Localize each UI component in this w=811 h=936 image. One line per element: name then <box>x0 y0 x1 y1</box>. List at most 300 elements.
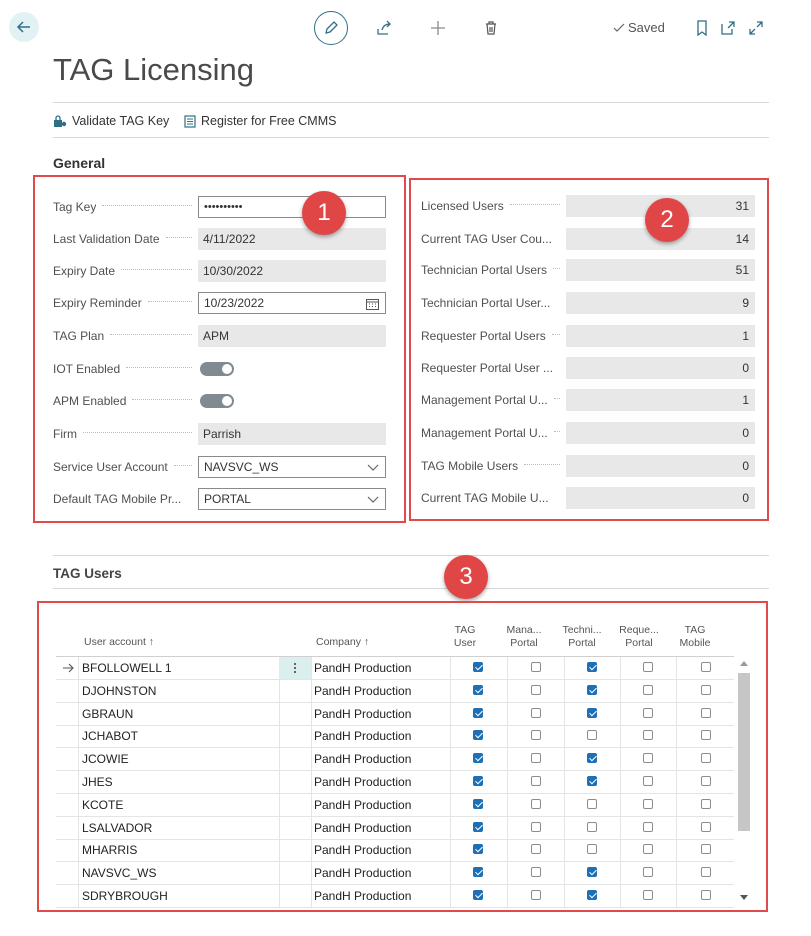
iot-enabled-toggle[interactable] <box>200 362 234 376</box>
column-divider <box>279 771 280 793</box>
column-divider <box>279 862 280 884</box>
field-label: IOT Enabled <box>53 362 121 376</box>
header-line: TAG <box>684 624 706 636</box>
column-divider <box>311 748 312 770</box>
pencil-icon <box>323 20 339 36</box>
expiry-date-value <box>198 260 386 282</box>
field-row <box>53 488 388 510</box>
field-label: Last Validation Date <box>53 232 160 246</box>
table-row[interactable] <box>56 680 734 703</box>
count-value: 31 <box>566 195 755 217</box>
field-label: TAG Mobile Users <box>421 459 519 473</box>
table-row[interactable] <box>56 817 734 840</box>
count-value: 0 <box>566 487 755 509</box>
field-label: Requester Portal Users <box>421 329 546 343</box>
user-account-cell[interactable]: SDRYBROUGH <box>82 889 168 903</box>
field-label: Firm <box>53 427 77 441</box>
trash-icon <box>483 20 499 36</box>
column-divider <box>311 817 312 839</box>
column-divider <box>620 703 621 725</box>
field-row <box>421 389 755 411</box>
field-row <box>421 259 755 281</box>
field-label: Licensed Users <box>421 199 504 213</box>
field-row <box>421 455 755 477</box>
requester-portal-checkbox[interactable] <box>643 822 653 832</box>
technician-portal-checkbox[interactable] <box>587 776 597 786</box>
scroll-down-icon[interactable] <box>740 895 748 900</box>
leader-dots <box>174 463 192 466</box>
service-user-account-select[interactable] <box>198 456 386 478</box>
column-divider <box>564 703 565 725</box>
column-divider <box>507 725 508 747</box>
user-account-cell[interactable]: NAVSVC_WS <box>82 866 157 881</box>
column-divider <box>78 703 79 725</box>
requester-portal-checkbox[interactable] <box>643 685 653 695</box>
field-value-text: Parrish <box>203 427 242 441</box>
column-divider <box>279 703 280 725</box>
user-account-cell[interactable]: BFOLLOWELL 1 <box>82 661 172 675</box>
table-row[interactable] <box>56 657 734 680</box>
column-divider <box>78 680 79 702</box>
field-value-text: 4/11/2022 <box>203 232 256 246</box>
column-divider <box>450 703 451 725</box>
share-button[interactable] <box>370 14 398 42</box>
requester-portal-checkbox[interactable] <box>643 776 653 786</box>
tag-mobile-checkbox[interactable] <box>701 685 711 695</box>
count-value: 1 <box>566 325 755 347</box>
callout-badge-3: 3 <box>444 555 488 599</box>
column-divider <box>279 748 280 770</box>
technician-portal-checkbox[interactable] <box>587 708 597 718</box>
column-divider <box>507 771 508 793</box>
tag-user-checkbox[interactable] <box>473 662 483 672</box>
user-account-cell[interactable]: JCOWIE <box>82 752 129 767</box>
company-cell[interactable]: PandH Production <box>314 866 412 881</box>
leader-dots <box>102 203 192 206</box>
management-portal-checkbox[interactable] <box>531 890 541 900</box>
leader-dots <box>121 267 192 270</box>
field-label: Technician Portal User... <box>421 296 551 310</box>
general-section-title: General <box>53 155 106 171</box>
column-divider <box>78 725 79 747</box>
header-line: Portal <box>625 637 653 649</box>
default-tag-mobile-select[interactable] <box>198 488 386 510</box>
column-divider <box>78 817 79 839</box>
column-divider <box>450 885 451 907</box>
header-line: Mana... <box>506 624 542 636</box>
column-divider <box>620 771 621 793</box>
company-cell[interactable]: PandH Production <box>314 706 412 721</box>
column-divider <box>676 839 677 861</box>
tag-mobile-checkbox[interactable] <box>701 708 711 718</box>
column-divider <box>507 862 508 884</box>
field-value-text: 10/23/2022 <box>204 296 265 310</box>
validate-tag-key-label: Validate TAG Key <box>72 114 170 128</box>
field-label: Management Portal U... <box>421 426 548 440</box>
tag-mobile-checkbox[interactable] <box>701 776 711 786</box>
management-portal-checkbox[interactable] <box>531 730 541 740</box>
column-divider <box>507 839 508 861</box>
column-divider <box>311 885 312 907</box>
count-value: 0 <box>566 455 755 477</box>
management-portal-checkbox[interactable] <box>531 822 541 832</box>
tag-users-section-title: TAG Users <box>53 566 122 581</box>
column-divider <box>620 657 621 679</box>
leader-dots <box>553 266 560 269</box>
field-row <box>421 292 755 314</box>
key-lock-icon <box>53 114 67 128</box>
leader-dots <box>83 430 192 433</box>
column-divider <box>279 839 280 861</box>
tag-user-checkbox[interactable] <box>473 890 483 900</box>
callout-badge-1: 1 <box>302 191 346 235</box>
column-divider <box>78 862 79 884</box>
field-row <box>421 487 755 509</box>
company-cell[interactable]: PandH Production <box>314 843 412 858</box>
tag-mobile-checkbox[interactable] <box>701 867 711 877</box>
column-divider <box>450 794 451 816</box>
tag-user-checkbox[interactable] <box>473 685 483 695</box>
column-divider <box>676 703 677 725</box>
row-actions-menu-button[interactable] <box>279 657 311 679</box>
leader-dots <box>132 397 192 400</box>
requester-portal-checkbox[interactable] <box>643 867 653 877</box>
column-divider <box>279 725 280 747</box>
requester-portal-checkbox[interactable] <box>643 730 653 740</box>
header-line: Reque... <box>619 624 659 636</box>
back-button[interactable] <box>9 12 39 42</box>
table-row[interactable] <box>56 748 734 771</box>
column-header-user-account[interactable]: User account ↑ <box>84 636 155 648</box>
field-label: Default TAG Mobile Pr... <box>53 492 182 506</box>
column-divider <box>564 657 565 679</box>
company-cell[interactable]: PandH Production <box>314 683 412 698</box>
management-portal-checkbox[interactable] <box>531 753 541 763</box>
header-line: Portal <box>510 637 538 649</box>
column-divider <box>450 725 451 747</box>
management-portal-checkbox[interactable] <box>531 799 541 809</box>
firm-value <box>198 423 386 445</box>
technician-portal-checkbox[interactable] <box>587 890 597 900</box>
management-portal-checkbox[interactable] <box>531 776 541 786</box>
column-divider <box>311 771 312 793</box>
share-icon <box>376 20 392 36</box>
user-account-cell[interactable]: LSALVADOR <box>82 820 153 835</box>
divider <box>53 102 769 103</box>
tag-mobile-checkbox[interactable] <box>701 844 711 854</box>
column-divider <box>564 862 565 884</box>
scrollbar-thumb[interactable] <box>738 673 750 831</box>
table-row[interactable] <box>56 862 734 885</box>
field-label: APM Enabled <box>53 394 127 408</box>
management-portal-checkbox[interactable] <box>531 867 541 877</box>
edit-button[interactable] <box>314 11 348 45</box>
company-cell[interactable]: PandH Production <box>314 752 412 767</box>
column-divider <box>676 885 677 907</box>
column-divider <box>676 817 677 839</box>
new-button[interactable] <box>424 14 452 42</box>
checkmark-icon <box>613 23 625 33</box>
field-label: Management Portal U... <box>421 393 548 407</box>
column-divider <box>676 725 677 747</box>
register-free-cmms-action[interactable] <box>184 114 336 128</box>
column-divider <box>676 771 677 793</box>
field-label: Tag Key <box>53 200 97 214</box>
column-divider <box>564 748 565 770</box>
tag-mobile-checkbox[interactable] <box>701 822 711 832</box>
tag-key-input[interactable] <box>198 196 386 218</box>
field-row <box>53 423 388 445</box>
field-row <box>421 357 755 379</box>
count-value: 0 <box>566 357 755 379</box>
expand-button[interactable] <box>742 14 770 42</box>
field-value-text: NAVSVC_WS <box>204 460 279 474</box>
column-divider <box>620 725 621 747</box>
tag-plan-value <box>198 325 386 347</box>
tag-mobile-checkbox[interactable] <box>701 753 711 763</box>
column-divider <box>450 817 451 839</box>
column-divider <box>507 657 508 679</box>
open-new-window-button[interactable] <box>714 14 742 42</box>
header-line: Portal <box>568 637 596 649</box>
field-row <box>53 228 388 250</box>
header-line: TAG <box>454 624 476 636</box>
column-header-company[interactable]: Company ↑ <box>316 636 370 648</box>
column-divider <box>507 703 508 725</box>
leader-dots <box>126 365 192 368</box>
requester-portal-checkbox[interactable] <box>643 844 653 854</box>
column-divider <box>450 862 451 884</box>
page-title: TAG Licensing <box>53 52 255 87</box>
field-row <box>53 390 388 412</box>
column-divider <box>279 680 280 702</box>
calendar-icon[interactable] <box>366 298 379 310</box>
column-header-tag-mobile[interactable] <box>676 624 714 650</box>
field-label: Expiry Reminder <box>53 296 142 310</box>
tag-mobile-checkbox[interactable] <box>701 799 711 809</box>
field-label: TAG Plan <box>53 329 105 343</box>
column-divider <box>676 794 677 816</box>
user-account-cell[interactable]: JCHABOT <box>82 729 139 744</box>
column-divider <box>78 771 79 793</box>
delete-button[interactable] <box>477 14 505 42</box>
table-row[interactable] <box>56 839 734 862</box>
table-row[interactable] <box>56 794 734 817</box>
field-row <box>53 325 388 347</box>
column-divider <box>311 703 312 725</box>
leader-dots <box>554 429 560 432</box>
column-divider <box>620 862 621 884</box>
column-divider <box>507 748 508 770</box>
callout-badge-2: 2 <box>645 198 689 242</box>
column-divider <box>311 657 312 679</box>
tag-mobile-checkbox[interactable] <box>701 890 711 900</box>
chevron-down-icon[interactable] <box>367 464 379 472</box>
management-portal-checkbox[interactable] <box>531 844 541 854</box>
field-value-text: 10/30/2022 <box>203 264 264 278</box>
column-divider <box>507 680 508 702</box>
tag-mobile-checkbox[interactable] <box>701 730 711 740</box>
column-divider <box>564 794 565 816</box>
register-free-cmms-label: Register for Free CMMS <box>201 114 337 128</box>
user-account-cell[interactable]: DJOHNSTON <box>82 683 157 698</box>
management-portal-checkbox[interactable] <box>531 662 541 672</box>
column-divider <box>78 885 79 907</box>
field-row <box>421 422 755 444</box>
column-divider <box>450 680 451 702</box>
requester-portal-checkbox[interactable] <box>643 890 653 900</box>
technician-portal-checkbox[interactable] <box>587 844 597 854</box>
column-divider <box>564 680 565 702</box>
requester-portal-checkbox[interactable] <box>643 662 653 672</box>
column-divider <box>564 885 565 907</box>
company-cell[interactable]: PandH Production <box>314 889 412 903</box>
divider <box>53 555 769 556</box>
company-cell[interactable]: PandH Production <box>314 775 412 789</box>
column-divider <box>507 885 508 907</box>
table-row[interactable] <box>56 885 734 908</box>
expand-icon <box>748 20 764 36</box>
tag-mobile-checkbox[interactable] <box>701 662 711 672</box>
leader-dots <box>166 235 192 238</box>
table-scrollbar[interactable] <box>737 657 751 905</box>
field-value-text: APM <box>203 329 230 343</box>
tag-user-checkbox[interactable] <box>473 799 483 809</box>
column-header-requester-portal[interactable] <box>619 624 659 650</box>
technician-portal-checkbox[interactable] <box>587 799 597 809</box>
field-row <box>53 260 388 282</box>
user-account-cell[interactable]: KCOTE <box>82 797 124 812</box>
field-row <box>421 325 755 347</box>
chevron-down-icon[interactable] <box>367 496 379 504</box>
tag-user-checkbox[interactable] <box>473 867 483 877</box>
company-cell[interactable]: PandH Production <box>314 797 412 812</box>
tag-user-checkbox[interactable] <box>473 776 483 786</box>
field-row <box>421 228 755 250</box>
user-account-cell[interactable]: JHES <box>82 775 113 789</box>
tag-user-checkbox[interactable] <box>473 730 483 740</box>
plus-icon <box>430 20 446 36</box>
management-portal-checkbox[interactable] <box>531 685 541 695</box>
column-divider <box>507 817 508 839</box>
arrow-left-icon <box>16 19 32 35</box>
column-divider <box>676 862 677 884</box>
requester-portal-checkbox[interactable] <box>643 708 653 718</box>
field-row <box>53 292 388 314</box>
company-cell[interactable]: PandH Production <box>314 729 412 744</box>
scroll-up-icon[interactable] <box>740 661 748 666</box>
column-divider <box>78 657 79 679</box>
column-divider <box>564 725 565 747</box>
technician-portal-checkbox[interactable] <box>587 822 597 832</box>
management-portal-checkbox[interactable] <box>531 708 541 718</box>
user-account-cell[interactable]: MHARRIS <box>82 843 138 858</box>
column-divider <box>564 771 565 793</box>
column-header-tag-user[interactable] <box>448 624 482 650</box>
more-vertical-icon <box>293 662 297 674</box>
table-row[interactable] <box>56 771 734 794</box>
leader-dots <box>110 332 192 335</box>
column-divider <box>78 794 79 816</box>
column-divider <box>450 771 451 793</box>
table-row[interactable] <box>56 703 734 726</box>
tag-user-checkbox[interactable] <box>473 708 483 718</box>
validate-tag-key-action[interactable] <box>53 114 169 128</box>
field-label: Current TAG Mobile U... <box>421 491 549 505</box>
header-line: Mobile <box>679 637 711 649</box>
column-divider <box>507 794 508 816</box>
apm-enabled-toggle[interactable] <box>200 394 234 408</box>
divider <box>53 137 769 138</box>
saved-status <box>613 20 665 35</box>
bookmark-button[interactable] <box>688 14 716 42</box>
column-divider <box>620 794 621 816</box>
column-divider <box>311 862 312 884</box>
field-value-text: PORTAL <box>204 492 251 506</box>
technician-portal-checkbox[interactable] <box>587 685 597 695</box>
count-value: 0 <box>566 422 755 444</box>
column-divider <box>450 657 451 679</box>
column-divider <box>78 839 79 861</box>
requester-portal-checkbox[interactable] <box>643 753 653 763</box>
technician-portal-checkbox[interactable] <box>587 867 597 877</box>
column-divider <box>620 885 621 907</box>
field-value-text: •••••••••• <box>204 201 243 213</box>
count-value: 14 <box>566 228 755 250</box>
tag-user-checkbox[interactable] <box>473 844 483 854</box>
column-divider <box>311 839 312 861</box>
technician-portal-checkbox[interactable] <box>587 753 597 763</box>
tag-user-checkbox[interactable] <box>473 822 483 832</box>
table-row[interactable] <box>56 725 734 748</box>
company-cell[interactable]: PandH Production <box>314 820 412 835</box>
leader-dots <box>554 396 560 399</box>
column-divider <box>564 817 565 839</box>
column-divider <box>311 794 312 816</box>
column-divider <box>620 839 621 861</box>
field-label: Service User Account <box>53 460 168 474</box>
column-divider <box>311 680 312 702</box>
column-divider <box>78 748 79 770</box>
expiry-reminder-input[interactable] <box>198 292 386 314</box>
saved-label: Saved <box>628 20 665 35</box>
tag-user-checkbox[interactable] <box>473 753 483 763</box>
technician-portal-checkbox[interactable] <box>587 662 597 672</box>
column-divider <box>620 680 621 702</box>
column-divider <box>676 680 677 702</box>
company-cell[interactable]: PandH Production <box>314 661 412 675</box>
column-divider <box>676 748 677 770</box>
column-divider <box>279 794 280 816</box>
column-divider <box>311 725 312 747</box>
column-header-technician-portal[interactable] <box>562 624 602 650</box>
divider <box>53 588 769 589</box>
requester-portal-checkbox[interactable] <box>643 799 653 809</box>
bookmark-icon <box>695 20 709 36</box>
column-divider <box>564 839 565 861</box>
column-header-management-portal[interactable] <box>505 624 543 650</box>
header-line: User <box>453 637 477 649</box>
column-divider <box>279 817 280 839</box>
count-value: 1 <box>566 389 755 411</box>
leader-dots <box>148 299 192 302</box>
column-divider <box>620 817 621 839</box>
user-account-cell[interactable]: GBRAUN <box>82 706 134 721</box>
technician-portal-checkbox[interactable] <box>587 730 597 740</box>
header-line: Techni... <box>562 624 602 636</box>
field-row <box>53 358 388 380</box>
field-label: Expiry Date <box>53 264 116 278</box>
